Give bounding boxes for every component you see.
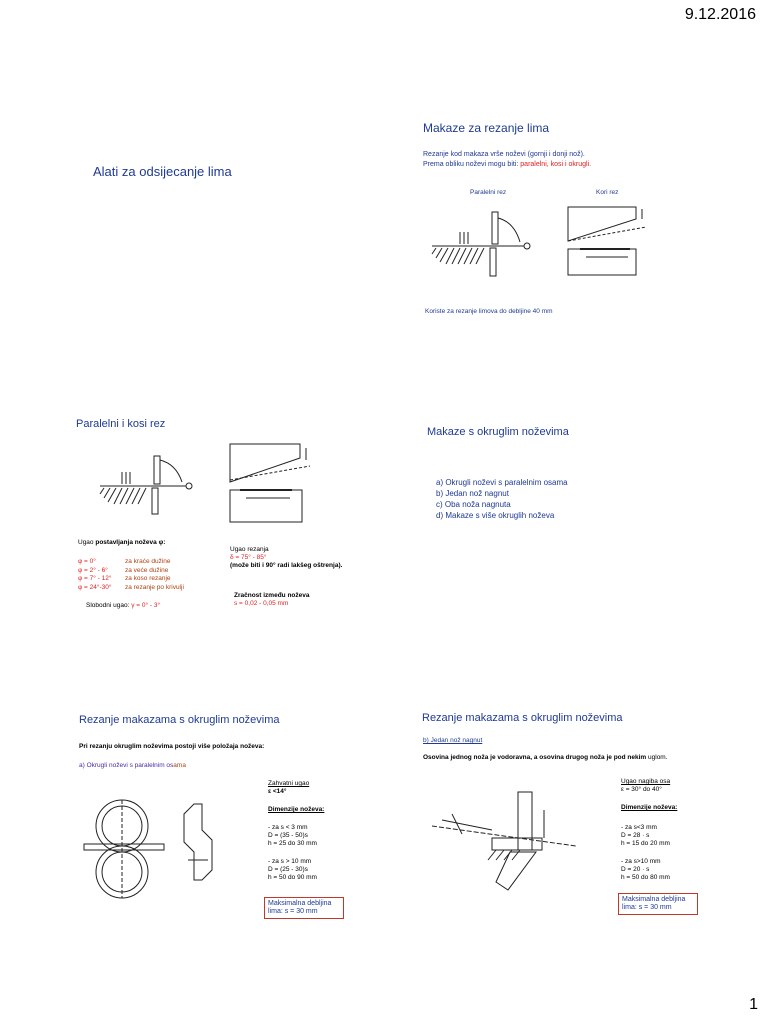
slide6-dim2-b: D = 20 · s	[621, 866, 650, 873]
slide3-slobodni-label: Slobodni ugao:	[86, 602, 130, 609]
slide3-rezanja-heading: Ugao rezanja	[230, 546, 269, 553]
list-item: a) Okrugli noževi s paralelnim osama	[436, 478, 568, 487]
page-date: 9.12.2016	[684, 6, 756, 23]
angle-desc: za kraće dužine	[125, 558, 171, 565]
table-row	[78, 584, 187, 593]
table-row	[78, 575, 187, 584]
circular-knives-diagram	[84, 800, 224, 900]
slide6-dim2-a: - za s>10 mm	[621, 858, 661, 865]
slide6-intro-bold: Osovina jednog noža je vodoravna, a osovina drugog noža je pod nekim	[423, 754, 649, 761]
slide6-nagib-heading: Ugao nagiba osa	[621, 778, 671, 785]
page-number: 1	[749, 996, 758, 1013]
slide5-title: Rezanje makazama s okruglim noževima	[79, 714, 280, 726]
slide6-dim1-c: h = 15 do 20 mm	[621, 840, 670, 847]
inclined-cut-diagram-2	[228, 442, 338, 527]
slide3-angles-table	[78, 558, 187, 592]
slide5-dim1-b: D = (35 - 50)s	[268, 832, 308, 839]
slide5-sub-prefix: a) Okrugli noževi s paralelnim os	[79, 762, 174, 769]
slide5-sub-suffix: ama	[173, 762, 186, 769]
slide2-line1: Rezanje kod makaza vrše noževi (gornji i donji nož).	[423, 151, 585, 158]
inclined-cut-diagram	[566, 205, 666, 280]
list-item: c) Oba noža nagnuta	[436, 500, 511, 509]
angle-value: φ = 2° - 6°	[78, 566, 108, 574]
angle-desc: za veće dužine	[125, 566, 169, 574]
slide2-fig-label-right: Kori rez	[596, 189, 619, 196]
slide2-line2	[423, 160, 591, 169]
slide5-max-thickness: Maksimalna debljina lima: s = 30 mm	[264, 897, 344, 919]
inclined-knife-diagram	[432, 790, 582, 900]
slide3-rezanja-value: δ = 75° - 85°	[230, 554, 267, 561]
slide6-dim1-a: - za s<3 mm	[621, 824, 657, 831]
slide3-slobodni-value: γ = 0° - 3°	[131, 602, 161, 609]
slide6-intro	[423, 754, 668, 762]
list-item: d) Makaze s više okruglih noževa	[436, 511, 555, 520]
parallel-cut-diagram	[432, 198, 542, 278]
slide6-dimenzije-heading: Dimenzije noževa:	[621, 804, 678, 811]
slide5-intro: Pri rezanju okruglim noževima postoji više položaja noževa:	[79, 743, 265, 750]
slide6-title: Rezanje makazama s okruglim noževima	[422, 712, 623, 724]
slide6-dim2-c: h = 50 do 80 mm	[621, 874, 670, 881]
angle-value: φ = 24°-30°	[78, 583, 112, 591]
slide3-slobodni	[86, 602, 160, 610]
slide5-zahvatni-heading: Zahvatni ugao	[268, 780, 310, 787]
slide5-zahvatni-value: ε <14°	[268, 788, 287, 795]
slide5-dim1-a: - za s < 3 mm	[268, 824, 308, 831]
list-item: b) Jedan nož nagnut	[436, 489, 509, 498]
slide5-sub	[79, 762, 186, 770]
angle-value: φ = 0°	[78, 558, 96, 565]
table-row	[78, 558, 187, 567]
slide5-dim2-b: D = (25 - 30)s	[268, 866, 308, 873]
slide4-list	[436, 477, 568, 521]
angle-desc: za koso rezanje	[125, 575, 171, 582]
slide3-ugao-heading-prefix: Ugao	[78, 539, 96, 546]
slide6-dim1-b: D = 28 · s	[621, 832, 650, 839]
slide3-ugao-heading	[78, 539, 165, 547]
slide3-title: Paralelni i kosi rez	[76, 418, 166, 430]
slide2-line2-prefix: Prema obliku noževi mogu biti:	[423, 161, 521, 168]
slide3-ugao-heading-bold: postavljanja noževa φ:	[95, 539, 166, 546]
slide5-dim1-c: h = 25 do 30 mm	[268, 840, 317, 847]
slide2-note: Koriste za rezanje limova do debljine 40 mm	[425, 308, 553, 315]
slide5-dim2-a: - za s > 10 mm	[268, 858, 312, 865]
slide4-title: Makaze s okruglim noževima	[427, 426, 569, 438]
table-row	[78, 567, 187, 576]
slide5-dimenzije-heading: Dimenzije noževa:	[268, 806, 325, 813]
angle-desc: za rezanje po krivulji	[125, 583, 184, 591]
slide2-title: Makaze za rezanje lima	[423, 121, 550, 135]
slide6-sub: b) Jedan nož nagnut	[423, 737, 483, 744]
slide6-intro-rest: uglom.	[648, 754, 668, 761]
slide3-zracnost-value: s = 0,02 - 0,05 mm	[234, 600, 289, 607]
slide3-rezanja-note: (može biti i 90° radi lakšeg oštrenja).	[230, 562, 343, 569]
slide6-max-thickness: Maksimalna debljina lima: s = 30 mm	[618, 893, 698, 915]
slide1-title: Alati za odsijecanje lima	[93, 164, 232, 179]
angle-value: φ = 7° - 12°	[78, 575, 112, 582]
slide5-dim2-c: h = 50 do 90 mm	[268, 874, 317, 881]
parallel-cut-diagram-2	[100, 448, 210, 523]
slide2-fig-label-left: Paralelni rez	[470, 189, 507, 196]
slide6-nagib-value: ε = 30° do 40°	[621, 786, 662, 793]
slide3-zracnost-heading: Zračnost između noževa	[234, 592, 310, 599]
slide2-line2-highlight: paralelni, kosi i okrugli.	[520, 161, 592, 168]
